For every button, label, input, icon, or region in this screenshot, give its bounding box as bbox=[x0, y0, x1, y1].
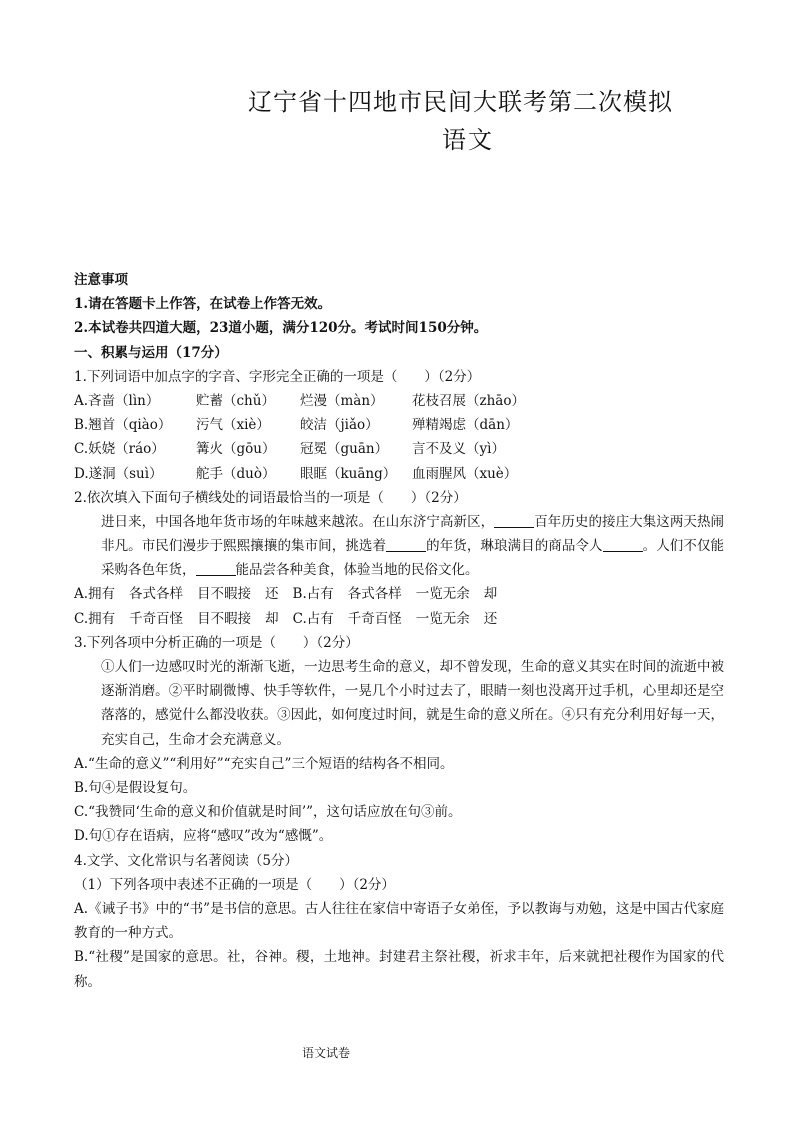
q2-ab-word-6: 各式各样 bbox=[347, 586, 402, 603]
q2-cd-word-1: C.拥有 bbox=[74, 610, 116, 627]
fill-blank-3 bbox=[603, 537, 643, 552]
q2-options-row-1 bbox=[74, 582, 724, 606]
q2-stem: 2.依次填入下面句子横线处的词语最恰当的一项是（ ）（2分） bbox=[74, 489, 467, 506]
exam-subject: 语文 bbox=[442, 126, 494, 154]
q1-d-word-2: 舵手（duò） bbox=[196, 465, 276, 482]
q1-stem: 1.下列词语中加点字的字音、字形完全正确的一项是（ ）（2分） bbox=[74, 368, 481, 385]
q3-option-a: A.“生命的意义”“利用好”“充实自己”三个短语的结构各不相同。 bbox=[74, 755, 454, 772]
q2-ab-word-4: 还 bbox=[265, 586, 279, 603]
q2-ab-word-1: A.拥有 bbox=[74, 586, 116, 603]
q4-option-a: A.《诫子书》中的“书”是书信的意思。古人往往在家信中寄语子女弟侄，予以教诲与劝勉，这是中国古代家庭教育的一种方式。 bbox=[74, 900, 724, 942]
q3-option-d: D.句①存在语病，应将“感叹”改为“感慨”。 bbox=[74, 828, 333, 845]
q1-option-c bbox=[74, 437, 724, 461]
q1-option-b bbox=[74, 413, 724, 437]
notice-item-2: 2.本试卷共四道大题，23道小题，满分120分。考试时间150分钟。 bbox=[74, 320, 488, 337]
q1-c-word-4: 言不及义（yì） bbox=[412, 441, 505, 458]
q2-passage-part-4: 。人们不仅能采购各色年货， bbox=[101, 538, 725, 579]
notice-item-1: 1.请在答题卡上作答，在试卷上作答无效。 bbox=[74, 296, 332, 313]
q2-cd-word-3: 目不暇接 bbox=[197, 610, 252, 627]
q2-cd-word-8: 还 bbox=[483, 610, 498, 627]
q2-cd-word-7: 一览无余 bbox=[415, 610, 470, 627]
q1-c-word-2: 篝火（gōu） bbox=[196, 441, 276, 458]
notice-heading: 注意事项 bbox=[74, 272, 128, 288]
q1-option-a bbox=[74, 389, 724, 413]
q2-ab-word-7: 一览无余 bbox=[415, 586, 470, 603]
q2-passage-part-2: 百年历史的接庄大集这两天热闹非凡。市民们漫步于熙熙攘攘的集市间，挑选着 bbox=[101, 513, 725, 555]
q2-ab-word-8: 却 bbox=[483, 586, 498, 603]
exam-title: 辽宁省十四地市民间大联考第二次模拟 bbox=[248, 88, 673, 116]
q2-options-row-2 bbox=[74, 607, 724, 631]
q1-c-word-1: C.妖娆（ráo） bbox=[74, 441, 165, 458]
q3-stem: 3.下列各项中分析正确的一项是（ ）（2分） bbox=[74, 634, 359, 651]
exam-content bbox=[74, 268, 724, 994]
q2-cd-word-5: C.占有 bbox=[292, 610, 334, 627]
q1-b-word-2: 污气（xiè） bbox=[196, 417, 270, 434]
q3-passage: ①人们一边感叹时光的渐渐飞逝，一边思考生命的意义，却不曾发现，生命的意义其实在时间的流逝中被逐渐消磨。②平时刷微博、快手等软件，一晃几个小时过去了，眼睛一刻也没离开过手机，心里却还是空落落的，感觉什么都没收获。③因此，如何度过时间，就是生命的意义所在。④只有充分利用好每一天，充实自己，生命才会充满意义。 bbox=[101, 659, 724, 748]
q1-d-word-4: 血雨腥风（xuè） bbox=[412, 465, 518, 482]
q4-option-b: B.“社稷”是国家的意思。社，谷神。稷，土地神。封建君主祭社稷，祈求丰年，后来就把社稷作为国家的代称。 bbox=[74, 949, 724, 990]
q2-passage-part-1: 进日来，中国各地年货市场的年味越来越浓。在山东济宁高新区， bbox=[101, 513, 495, 530]
q2-ab-word-2: 各式各样 bbox=[129, 586, 184, 603]
q3-option-c: C.“我赞同‘生命的意义和价值就是时间’”，这句话应放在句③前。 bbox=[74, 804, 462, 821]
fill-blank-4 bbox=[196, 561, 236, 576]
q3-option-b: B.句④是假设复句。 bbox=[74, 780, 197, 797]
q2-cd-word-2: 千奇百怪 bbox=[129, 610, 184, 627]
section-1-heading: 一、积累与运用（17分） bbox=[74, 344, 228, 361]
q1-a-word-3: 烂漫（màn） bbox=[300, 392, 384, 409]
q2-cd-word-4: 却 bbox=[265, 610, 279, 627]
q1-b-word-1: B.翘首（qiào） bbox=[74, 417, 172, 434]
q2-passage-part-3: 的年货，琳琅满目的商品令人 bbox=[426, 538, 603, 555]
q1-option-d bbox=[74, 462, 724, 486]
page-footer: 语文试卷 bbox=[302, 1046, 351, 1060]
q1-c-word-3: 冠冕（guān） bbox=[300, 441, 389, 458]
q1-d-word-3: 眼眶（kuāng） bbox=[300, 465, 397, 482]
fill-blank-2 bbox=[386, 537, 426, 552]
q1-d-word-1: D.遂洞（suì） bbox=[74, 465, 163, 482]
q1-a-word-4: 花枝召展（zhāo） bbox=[412, 392, 525, 409]
fill-blank-1 bbox=[494, 513, 534, 528]
q2-ab-word-5: B.占有 bbox=[292, 586, 334, 603]
q1-b-word-4: 殚精竭虑（dān） bbox=[412, 417, 519, 434]
q4-sub1-stem: （1）下列各项中表述不正确的一项是（ ）（2分） bbox=[74, 876, 395, 893]
q2-passage bbox=[74, 510, 724, 583]
q4-stem: 4.文学、文化常识与名著阅读（5分） bbox=[74, 852, 298, 869]
q2-ab-word-3: 目不暇接 bbox=[197, 586, 252, 603]
q1-a-word-1: A.吝啬（lìn） bbox=[74, 392, 160, 409]
q2-cd-word-6: 千奇百怪 bbox=[347, 610, 402, 627]
q1-b-word-3: 皎洁（jiǎo） bbox=[300, 417, 379, 434]
q2-passage-part-5: 能品尝各种美食，体验当地的民俗文化。 bbox=[235, 562, 479, 579]
q1-a-word-2: 贮蓄（chǔ） bbox=[196, 392, 275, 409]
